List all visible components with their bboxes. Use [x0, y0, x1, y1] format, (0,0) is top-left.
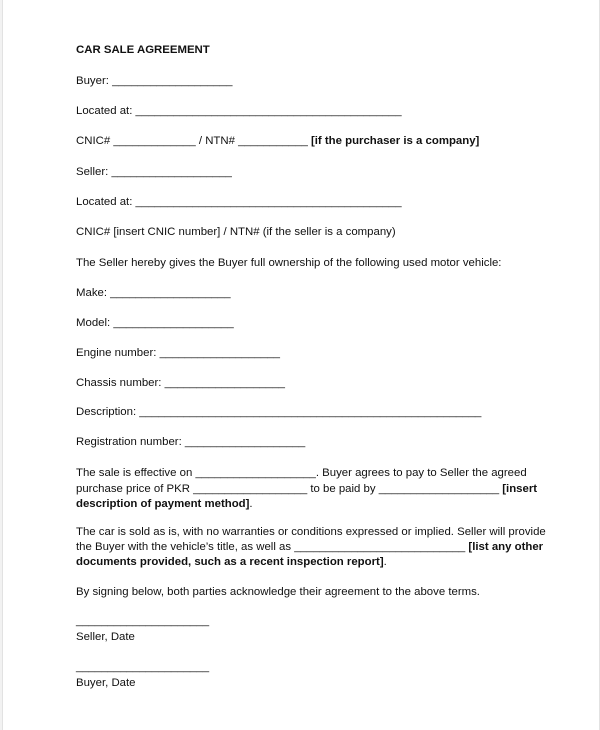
sale-terms-line-1: The sale is effective on ___________________. Buyer agrees to pay to Seller the agreed [76, 467, 527, 479]
registration-number-field: Registration number: ___________________ [76, 436, 306, 448]
document-page [2, 0, 600, 730]
payment-placeholder-start: [insert [502, 483, 538, 495]
company-note: [if the purchaser is a company] [310, 135, 480, 147]
buyer-signature-line: _____________________ [76, 661, 210, 673]
buyer-cnic-ntn-field [76, 134, 479, 149]
make-field: Make: ___________________ [76, 287, 231, 299]
seller-signature-label: Seller, Date [76, 631, 135, 643]
condition-line-3 [76, 555, 387, 570]
seller-field: Seller: ___________________ [76, 166, 232, 178]
documents-placeholder-start: [list any other [468, 541, 544, 553]
ownership-statement: The Seller hereby gives the Buyer full ownership of the following used motor vehicle: [76, 257, 502, 269]
document-title: CAR SALE AGREEMENT [76, 44, 210, 56]
engine-number-field: Engine number: ___________________ [76, 347, 280, 359]
description-field: Description: ______________________________________________________ [76, 406, 482, 418]
sale-terms-price-text: purchase price of PKR __________________ to be paid by ___________________ [76, 483, 503, 495]
seller-cnic-field: CNIC# [insert CNIC number] / NTN# (if the seller is a company) [76, 226, 396, 238]
seller-signature-line: _____________________ [76, 615, 210, 627]
acknowledgement-text: By signing below, both parties acknowledge their agreement to the above terms. [76, 586, 480, 598]
sale-terms-line-2 [76, 482, 537, 497]
condition-line-1: The car is sold as is, with no warranties or conditions expressed or implied. Seller will provide [76, 526, 546, 538]
documents-placeholder-end: documents provided, such as a recent inspection report] [76, 556, 384, 568]
buyer-signature-label: Buyer, Date [76, 677, 136, 689]
model-field: Model: ___________________ [76, 317, 234, 329]
chassis-number-field: Chassis number: ___________________ [76, 377, 285, 389]
payment-placeholder-end: description of payment method] [76, 498, 250, 510]
seller-location-field: Located at: __________________________________________ [76, 196, 402, 208]
condition-title-text: the Buyer with the vehicle’s title, as well as ___________________________ [76, 541, 469, 553]
buyer-location-field: Located at: __________________________________________ [76, 105, 402, 117]
buyer-field: Buyer: ___________________ [76, 75, 233, 87]
condition-period: . [383, 556, 387, 568]
sale-terms-line-3 [76, 497, 253, 512]
sale-terms-period: . [249, 498, 253, 510]
buyer-cnic-ntn-text: CNIC# _____________ / NTN# ___________ [76, 135, 311, 147]
condition-line-2 [76, 540, 543, 555]
